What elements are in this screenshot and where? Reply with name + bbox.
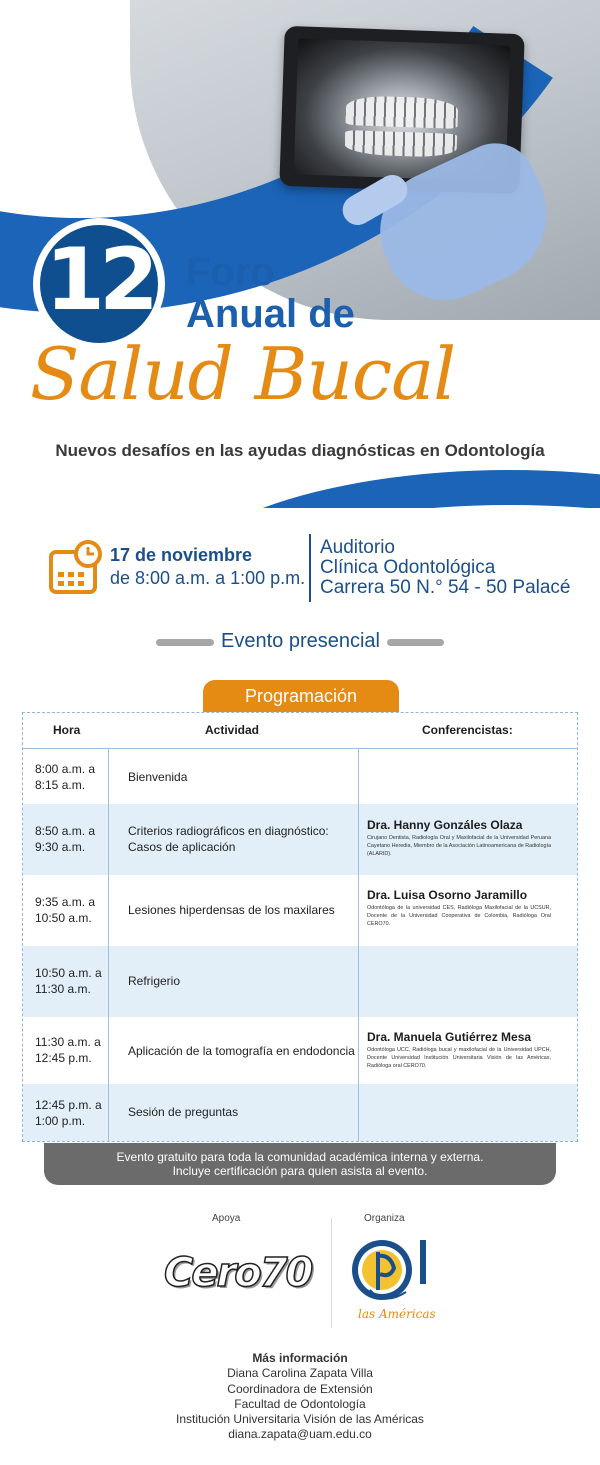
- actividad-text: Casos de aplicación: [128, 840, 236, 854]
- free-event-note: [44, 1143, 556, 1185]
- event-mode-banner: [0, 630, 600, 656]
- cell-hora: [35, 894, 95, 926]
- cell-conferencista: [367, 888, 551, 928]
- hora-start: 12:45 p.m. a: [35, 1098, 102, 1112]
- uam-logo: [350, 1234, 440, 1326]
- hora-end: 12:45 p.m.: [35, 1051, 92, 1065]
- hora-end: 1:00 p.m.: [35, 1114, 86, 1128]
- table-row: [23, 804, 577, 875]
- cell-hora: [35, 823, 95, 855]
- cell-actividad: [128, 823, 329, 855]
- cell-actividad: [128, 902, 335, 918]
- actividad-text: Bienvenida: [128, 770, 188, 784]
- title-line-2: Anual de: [186, 292, 355, 336]
- table-row: [23, 875, 577, 946]
- script-title: Salud Bucal: [30, 332, 456, 416]
- contact-role: Coordinadora de Extensión: [227, 1381, 373, 1396]
- cero70-logo: Cero70: [164, 1250, 312, 1296]
- table-row: [23, 1084, 577, 1141]
- actividad-text: Criterios radiográficos en diagnóstico:: [128, 824, 329, 838]
- table-row: [23, 946, 577, 1017]
- place-line-2: Clínica Odontológica: [320, 557, 496, 578]
- hero-banner: [0, 0, 600, 430]
- contact-heading: Más información: [252, 1351, 348, 1365]
- cell-actividad: [128, 769, 187, 785]
- cell-hora: [35, 965, 102, 997]
- speaker-name: Dra. Manuela Gutiérrez Mesa: [367, 1030, 532, 1044]
- cell-conferencista: [367, 818, 551, 858]
- column-divider: [108, 749, 109, 1141]
- sponsor-divider: [331, 1218, 332, 1328]
- title-line-1: Foro: [186, 250, 275, 294]
- event-date: 17 de noviembre: [110, 545, 253, 565]
- upper-teeth-shape: [345, 95, 458, 129]
- divider-vertical: [309, 534, 311, 602]
- cell-actividad: [128, 973, 180, 989]
- cell-actividad: [128, 1043, 355, 1059]
- calendar-clock-icon: [48, 540, 102, 596]
- lower-teeth-shape: [344, 130, 457, 158]
- note-line-1: Evento gratuito para toda la comunidad académica interna y externa.: [116, 1150, 484, 1164]
- speaker-name: Dra. Luisa Osorno Jaramillo: [367, 888, 528, 902]
- hora-end: 11:30 a.m.: [35, 982, 91, 996]
- note-line-2: Incluye certificación para quien asista al evento.: [172, 1164, 428, 1178]
- hora-start: 10:50 a.m. a: [35, 966, 102, 980]
- cell-hora: [35, 1034, 101, 1066]
- contact-info: [0, 1351, 600, 1443]
- contact-faculty: Facultad de Odontología: [234, 1396, 366, 1411]
- place-line-3: Carrera 50 N.° 54 - 50 Palacé: [320, 577, 571, 598]
- cell-hora: [35, 761, 95, 793]
- organiza-label: Organiza: [364, 1213, 405, 1224]
- event-time: de 8:00 a.m. a 1:00 p.m.: [110, 568, 306, 588]
- table-header: [23, 713, 577, 749]
- event-datetime: [110, 545, 305, 589]
- cell-actividad: [128, 1104, 238, 1120]
- uam-logo-text: las Américas: [358, 1307, 436, 1321]
- cell-hora: [35, 1097, 102, 1129]
- actividad-text: Sesión de preguntas: [128, 1105, 239, 1119]
- subtitle: Nuevos desafíos en las ayudas diagnósticas en Odontología: [55, 441, 545, 460]
- event-place: [320, 538, 571, 598]
- hora-end: 8:15 a.m.: [35, 778, 86, 792]
- hora-start: 11:30 a.m. a: [35, 1035, 101, 1049]
- hora-end: 9:30 a.m.: [35, 840, 86, 854]
- edition-number: 12: [45, 230, 153, 330]
- contact-email[interactable]: diana.zapata@uam.edu.co: [228, 1427, 372, 1442]
- hora-end: 10:50 a.m.: [35, 911, 92, 925]
- divider-left: [156, 639, 214, 646]
- place-line-1: Auditorio: [320, 537, 395, 558]
- header-conferencistas: Conferencistas:: [422, 723, 513, 737]
- table-row: [23, 750, 577, 804]
- table-row: [23, 1017, 577, 1084]
- header-actividad: Actividad: [205, 723, 260, 737]
- cell-conferencista: [367, 1030, 551, 1070]
- apoya-label: Apoya: [212, 1213, 241, 1224]
- column-divider: [358, 749, 359, 1141]
- speaker-name: Dra. Hanny Gonzáles Olaza: [367, 818, 523, 832]
- event-mode: Evento presencial: [221, 630, 380, 652]
- divider-right: [387, 639, 444, 646]
- hora-start: 8:50 a.m. a: [35, 824, 96, 838]
- contact-name: Diana Carolina Zapata Villa: [227, 1366, 373, 1381]
- actividad-text: Lesiones hiperdensas de los maxilares: [128, 903, 335, 917]
- speaker-bio: Odontóloga UCC, Radióloga bucal y maxilofacial de la Universidad UPCH, Docente Universidad Institución Universitaria Visión de las Américas, Radióloga oral CERO70.: [367, 1047, 551, 1069]
- hora-start: 9:35 a.m. a: [35, 895, 96, 909]
- speaker-bio: Odontóloga de la universidad CES, Radióloga Maxilofacial de la UCSUR, Docente de la Universidad Cooperativa de Colombia, Radióloga Oral CERO70.: [367, 905, 551, 927]
- header-hora: Hora: [53, 723, 81, 737]
- hora-start: 8:00 a.m. a: [35, 762, 96, 776]
- actividad-text: Refrigerio: [128, 974, 181, 988]
- contact-institution: Institución Universitaria Visión de las Américas: [176, 1412, 424, 1427]
- program-tab: Programación: [203, 680, 399, 712]
- program-table: [22, 712, 578, 1142]
- speaker-bio: Cirujano Dentista, Radiología Oral y Maxilofacial de la Universidad Peruana Cayetano Heredia, Miembro de la Asociación Latinoamericana de Radiología (ALARID).: [367, 835, 551, 857]
- actividad-text: Aplicación de la tomografía en endodoncia: [128, 1044, 355, 1058]
